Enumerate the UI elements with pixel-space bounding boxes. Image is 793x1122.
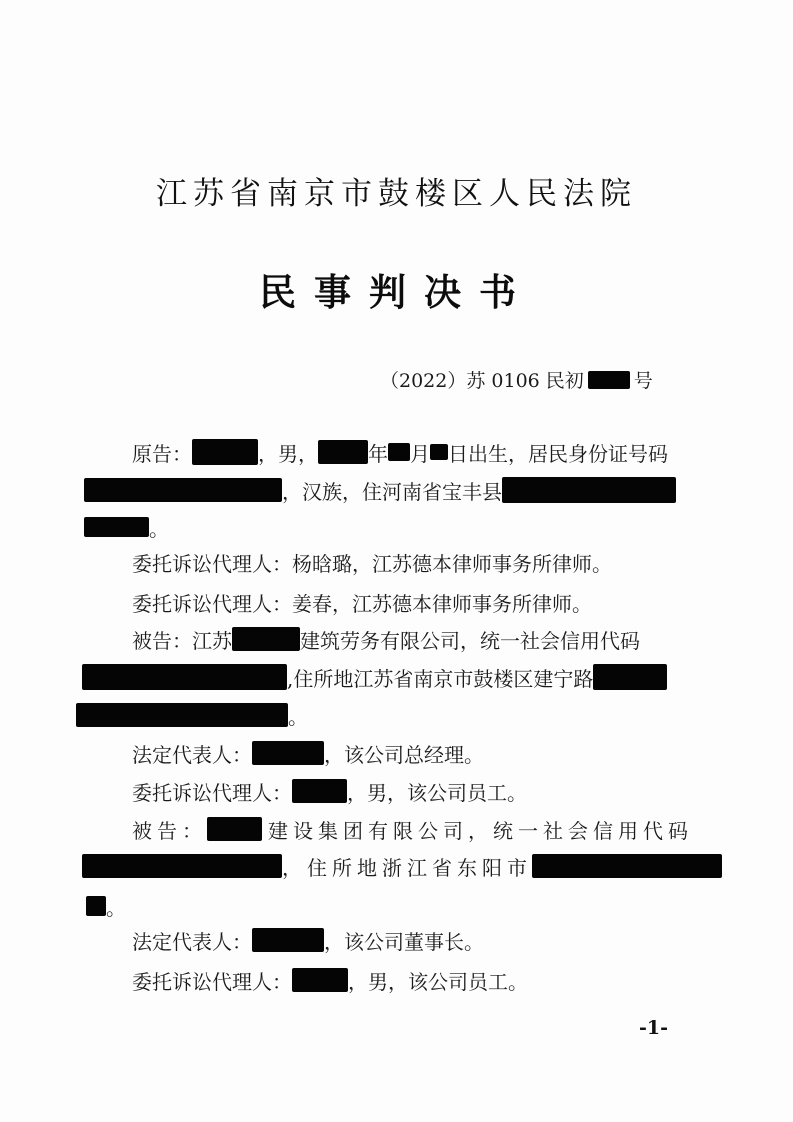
defendant2-agent-label: 委托诉讼代理人： <box>132 969 292 994</box>
case-number-prefix: （2022）苏 0106 民初 <box>380 370 584 392</box>
redaction-box <box>192 439 258 465</box>
defendant1-label: 被告：江苏 <box>132 628 232 653</box>
case-number-suffix: 号 <box>633 370 653 392</box>
case-number <box>380 366 653 393</box>
redaction-box <box>588 371 630 389</box>
plaintiff-line-2 <box>84 475 676 505</box>
defendant1-address: ,住所地江苏省南京市鼓楼区建宁路 <box>287 666 594 691</box>
redaction-box <box>292 968 348 992</box>
redaction-box <box>593 664 667 690</box>
redaction-box <box>232 627 300 651</box>
plaintiff-label: 原告： <box>132 441 192 466</box>
defendant1-agent <box>132 776 527 806</box>
defendant2-name-rest: 建设集团有限公司，统一社会信用代码 <box>268 818 693 843</box>
defendant1-agent-label: 委托诉讼代理人： <box>132 780 292 805</box>
plaintiff-line-3 <box>84 512 169 542</box>
redaction-box <box>76 703 288 727</box>
plaintiff-ethnicity-address: ，汉族，住河南省宝丰县 <box>282 479 502 504</box>
plaintiff-gender: ，男， <box>258 441 318 466</box>
defendant1-name-rest: 建筑劳务有限公司，统一社会信用代码 <box>300 628 640 653</box>
redaction-box <box>430 444 448 460</box>
defendant1-legal-rep <box>132 738 484 768</box>
redaction-box <box>292 779 347 803</box>
redaction-box <box>207 817 262 841</box>
defendant2-address: ，住所地浙江省东阳市 <box>282 855 532 880</box>
page-number: -1- <box>639 1017 668 1039</box>
document-type-title: 民事判决书 <box>259 270 534 314</box>
defendant1-line-3 <box>76 700 308 730</box>
defendant2-end: 。 <box>106 895 126 920</box>
defendant2-line-2 <box>82 851 722 881</box>
defendant2-label: 被告： <box>132 818 207 843</box>
redaction-box <box>86 896 106 916</box>
defendant2-agent <box>132 965 528 995</box>
redaction-box <box>502 477 676 503</box>
plaintiff-agent-1: 委托诉讼代理人：杨晗璐，江苏德本律师事务所律师。 <box>132 551 612 576</box>
redaction-box <box>82 854 282 878</box>
redaction-box <box>84 478 282 502</box>
defendant1-rep-title: ，该公司总经理。 <box>324 742 484 767</box>
defendant2-rep-title: ，该公司董事长。 <box>324 929 484 954</box>
plaintiff-month: 月 <box>410 441 430 466</box>
defendant1-line-2 <box>82 662 667 692</box>
plaintiff-end: 。 <box>149 516 169 541</box>
plaintiff-line-1 <box>132 437 668 467</box>
redaction-box <box>84 517 149 537</box>
redaction-box <box>252 741 324 765</box>
defendant2-line-3 <box>86 891 126 921</box>
redaction-box <box>82 664 287 690</box>
plaintiff-birth: 日出生，居民身份证号码 <box>448 441 668 466</box>
redaction-box <box>532 854 722 878</box>
court-name: 江苏省南京市鼓楼区人民法院 <box>156 176 637 212</box>
defendant1-end: 。 <box>288 704 308 729</box>
redaction-box <box>388 443 410 461</box>
plaintiff-year: 年 <box>368 441 388 466</box>
defendant2-line-1 <box>132 814 693 844</box>
defendant1-agent-tail: ，男，该公司员工。 <box>347 780 527 805</box>
defendant2-agent-tail: ，男，该公司员工。 <box>348 969 528 994</box>
plaintiff-agent-2: 委托诉讼代理人：姜春，江苏德本律师事务所律师。 <box>132 591 592 616</box>
redaction-box <box>318 440 368 464</box>
defendant1-line-1 <box>132 624 640 654</box>
redaction-box <box>252 928 324 952</box>
defendant2-legal-rep <box>132 925 484 955</box>
defendant1-rep-label: 法定代表人： <box>132 742 252 767</box>
defendant2-rep-label: 法定代表人： <box>132 929 252 954</box>
